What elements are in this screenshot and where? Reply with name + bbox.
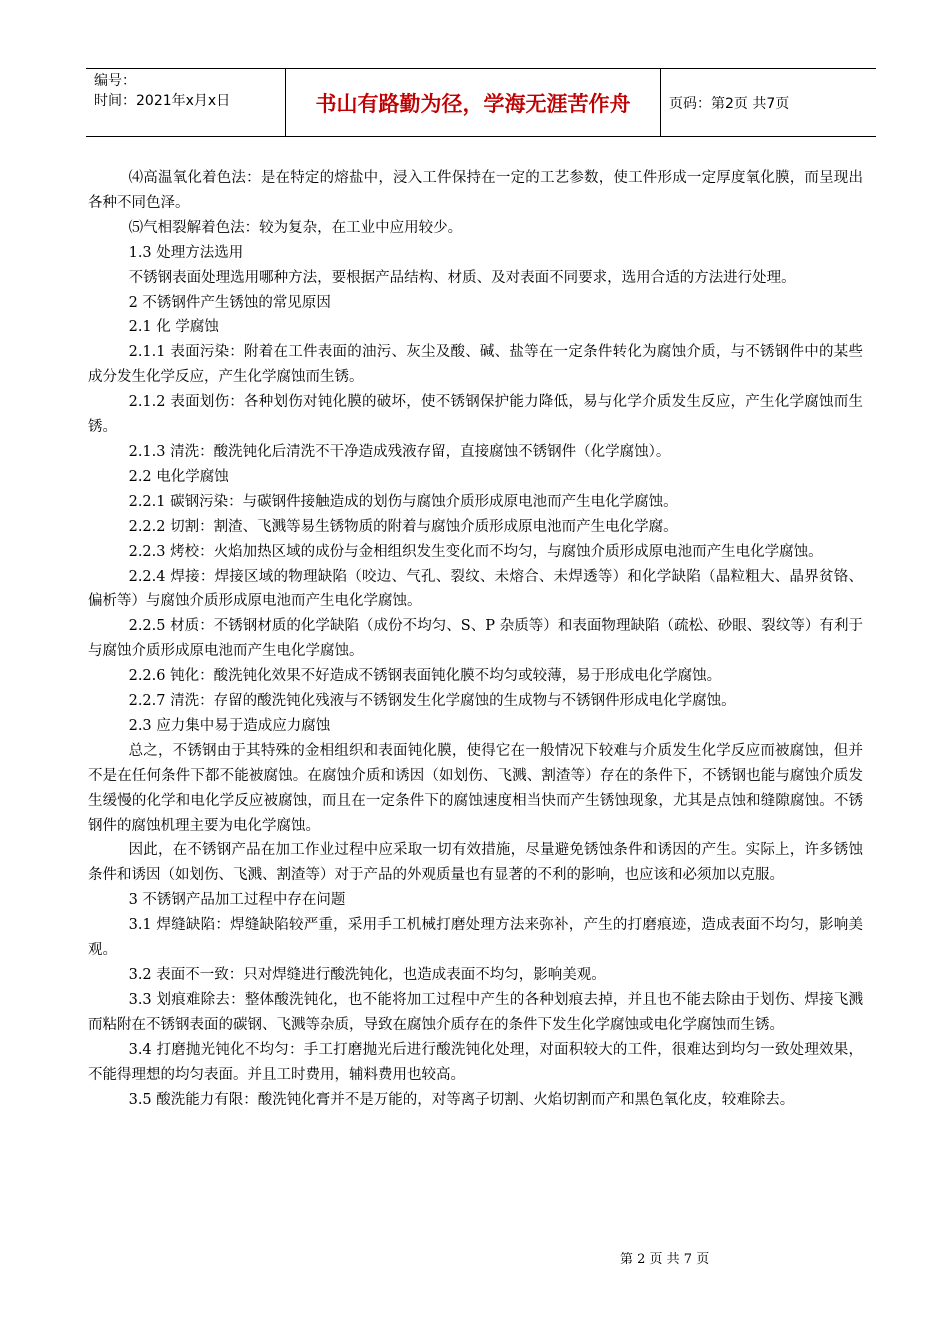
section-heading: 2.2 电化学腐蚀 bbox=[128, 468, 229, 485]
paragraph: ⑸气相裂解着色法：较为复杂，在工业中应用较少。 bbox=[128, 219, 463, 236]
paragraph: 2.1.1 表面污染：附着在工件表面的油污、灰尘及酸、碱、盐等在一定条件转化为腐蚀介质，与不锈钢件中的某些成分发生化学反应，产生化学腐蚀而生锈。 bbox=[88, 344, 863, 386]
header-left-cell bbox=[86, 69, 286, 136]
paragraph: 3.4 打磨抛光钝化不均匀：手工打磨抛光后进行酸洗钝化处理，对面积较大的工件，很难达到均匀一致处理效果，不能得理想的均匀表面。并且工时费用，辅料费用也较高。 bbox=[88, 1041, 863, 1083]
paragraph: 2.2.3 烤校：火焰加热区域的成份与金相组织发生变化而不均匀，与腐蚀介质形成原电池而产生电化学腐蚀。 bbox=[128, 543, 823, 560]
paragraph: 总之，不锈钢由于其特殊的金相组织和表面钝化膜，使得它在一般情况下较难与介质发生化学反应而被腐蚀，但并不是在任何条件下都不能被腐蚀。在腐蚀介质和诱因（如划伤、飞溅、割渣等）存在的条件下，不锈钢也能与腐蚀介质发生缓慢的化学和电化学反应被腐蚀，而且在一定条件下的腐蚀速度相当快而产生锈蚀现象，尤其是点蚀和缝隙腐蚀。不锈钢件的腐蚀机理主要为电化学腐蚀。 bbox=[88, 742, 863, 834]
paragraph: 2.2.5 材质：不锈钢材质的化学缺陷（成份不均匀、S、P 杂质等）和表面物理缺陷（疏松、砂眼、裂纹等）有利于与腐蚀介质形成原电池而产生电化学腐蚀。 bbox=[88, 618, 863, 660]
section-heading: 2 不锈钢件产生锈蚀的常见原因 bbox=[128, 294, 331, 311]
paragraph: 2.2.1 碳钢污染：与碳钢件接触造成的划伤与腐蚀介质形成原电池而产生电化学腐蚀。 bbox=[128, 493, 678, 510]
document-header bbox=[86, 68, 876, 137]
paragraph: 3.1 焊缝缺陷：焊缝缺陷较严重，采用手工机械打磨处理方法来弥补，产生的打磨痕迹，造成表面不均匀，影响美观。 bbox=[88, 917, 863, 959]
paragraph: 因此，在不锈钢产品在加工作业过程中应采取一切有效措施，尽量避免锈蚀条件和诱因的产生。实际上，许多锈蚀条件和诱因（如划伤、飞溅、割渣等）对于产品的外观质量也有显著的不利的影响，也应该和必须加以克服。 bbox=[88, 842, 863, 884]
paragraph: ⑷高温氧化着色法：是在特定的熔盐中，浸入工件保持在一定的工艺参数，使工件形成一定厚度氧化膜，而呈现出各种不同色泽。 bbox=[88, 170, 863, 211]
document-body bbox=[88, 166, 863, 1112]
paragraph: 不锈钢表面处理选用哪种方法，要根据产品结构、材质、及对表面不同要求，选用合适的方法进行处理。 bbox=[128, 269, 796, 286]
section-heading: 2.3 应力集中易于造成应力腐蚀 bbox=[128, 717, 331, 734]
time-label: 时间：2021年x月x日 bbox=[94, 93, 231, 109]
section-heading: 3 不锈钢产品加工过程中存在问题 bbox=[128, 892, 346, 909]
section-heading: 2.1 化 学腐蚀 bbox=[128, 319, 219, 336]
paragraph: 2.2.7 清洗：存留的酸洗钝化残液与不锈钢发生化学腐蚀的生成物与不锈钢件形成电化学腐蚀。 bbox=[128, 693, 736, 710]
paragraph: 2.1.2 表面划伤：各种划伤对钝化膜的破坏，使不锈钢保护能力降低，易与化学介质发生反应，产生化学腐蚀而生锈。 bbox=[88, 394, 863, 436]
paragraph: 2.2.4 焊接：焊接区域的物理缺陷（咬边、气孔、裂纹、未熔合、未焊透等）和化学缺陷（晶粒粗大、晶界贫铬、偏析等）与腐蚀介质形成原电池而产生电化学腐蚀。 bbox=[88, 568, 863, 610]
section-heading: 1.3 处理方法选用 bbox=[128, 244, 244, 261]
paragraph: 3.3 划痕难除去：整体酸洗钝化，也不能将加工过程中产生的各种划痕去掉，并且也不能去除由于划伤、焊接飞溅而粘附在不锈钢表面的碳钢、飞溅等杂质，导致在腐蚀介质存在的条件下发生化学腐蚀或电化学腐蚀而生锈。 bbox=[88, 991, 863, 1033]
paragraph: 3.2 表面不一致：只对焊缝进行酸洗钝化，也造成表面不均匀，影响美观。 bbox=[128, 967, 606, 983]
header-page-number: 页码：第2页 共7页 bbox=[669, 95, 790, 112]
paragraph: 2.2.6 钝化：酸洗钝化效果不好造成不锈钢表面钝化膜不均匀或较薄，易于形成电化学腐蚀。 bbox=[128, 668, 722, 685]
code-label: 编号： bbox=[94, 73, 136, 89]
paragraph: 3.5 酸洗能力有限：酸洗钝化膏并不是万能的，对等离子切割、火焰切割而产和黑色氧化皮，较难除去。 bbox=[128, 1091, 795, 1108]
header-motto: 书山有路勤为径，学海无涯苦作舟 bbox=[286, 69, 661, 136]
page-footer: 第 2 页 共 7 页 bbox=[620, 1252, 710, 1267]
paragraph: 2.2.2 切割：割渣、飞溅等易生锈物质的附着与腐蚀介质形成原电池而产生电化学腐。 bbox=[128, 518, 678, 535]
paragraph: 2.1.3 清洗：酸洗钝化后清洗不干净造成残液存留，直接腐蚀不锈钢件（化学腐蚀）。 bbox=[128, 443, 671, 460]
